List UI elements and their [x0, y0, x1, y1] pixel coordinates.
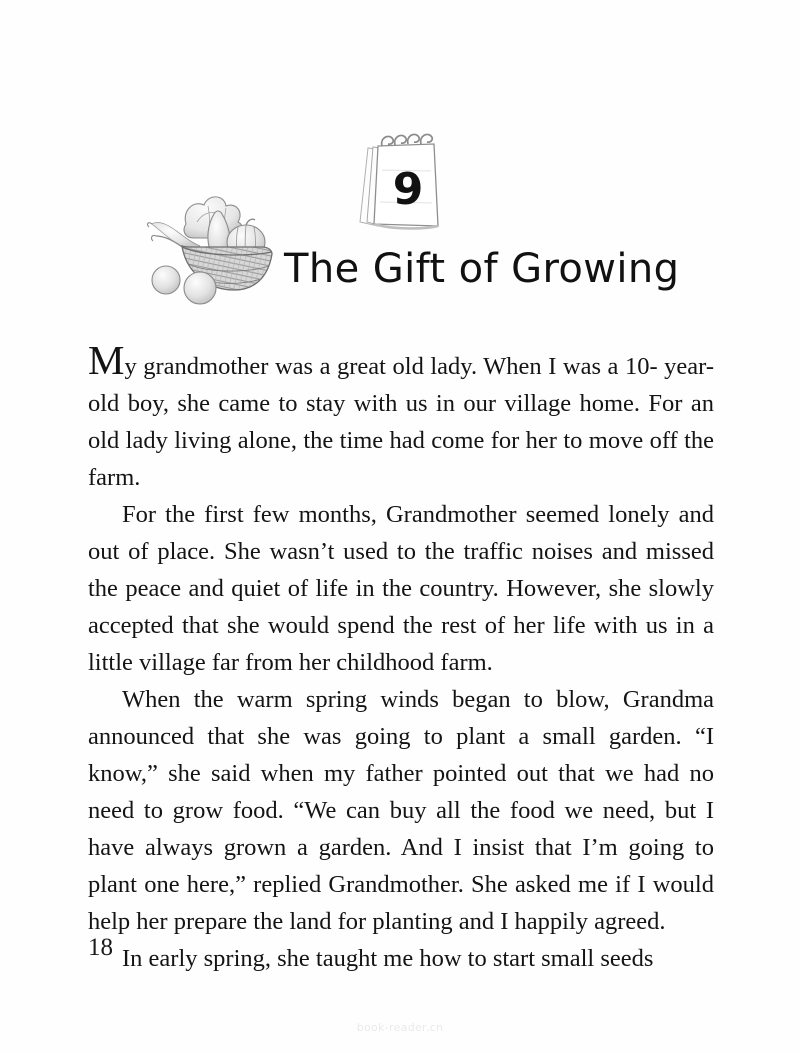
watermark: book-reader.cn	[356, 1021, 444, 1034]
chapter-number: 9	[392, 164, 424, 215]
paragraph-2-text: For the first few months, Grandmother seemed lonely and out of place. She wasn’t used to the traffic noises and missed the peace and quiet of life in the country. However, she slowly accepted that she would spend the rest of her life with us in a little village far from her childhood farm.	[88, 501, 714, 676]
paragraph-1-text: y grandmother was a great old lady. When I was a 10- year-old boy, she came to stay with us in our village home. For an old lady living alone, the time had come for her to move off the farm.	[88, 353, 714, 491]
paragraph-3-text: When the warm spring winds began to blow, Grandma announced that she was going to plant a small garden. “I know,” she said when my father pointed out that we had no need to grow food. “We can buy all the food we need, but I have always grown a garden. And I insist that I’m going to plant one here,” replied Grandmother. She asked me if I would help her prepare the land for planting and I happily agreed.	[88, 686, 714, 935]
chapter-header	[0, 118, 800, 318]
paragraph-3	[88, 681, 714, 940]
paragraph-4-text: In early spring, she taught me how to start small seeds	[122, 945, 654, 972]
paragraph-4	[88, 940, 714, 977]
page-number: 18	[88, 934, 113, 961]
vegetable-basket-illustration	[142, 180, 277, 305]
chapter-title: The Gift of Growing	[284, 246, 680, 292]
paragraph-2	[88, 496, 714, 681]
body-text	[88, 337, 714, 977]
paragraph-1	[88, 337, 714, 496]
initial-cap: M	[88, 337, 125, 383]
